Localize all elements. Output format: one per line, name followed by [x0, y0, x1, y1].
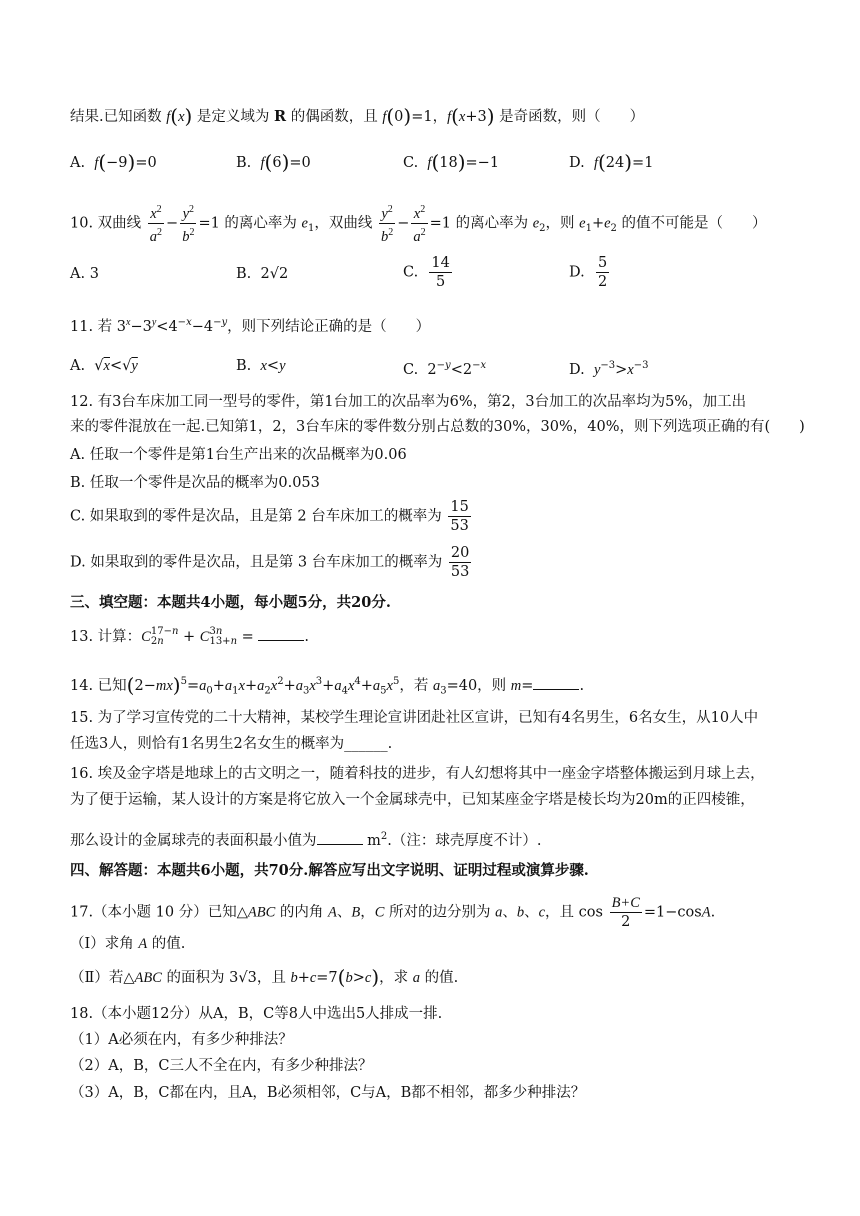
question-15-line-1: 15. 为了学习宣传党的二十大精神，某校学生理论宣讲团赴社区宣讲，已知有4名男生，6名女生，从10人中	[70, 710, 759, 726]
q11-option-a: A. √x<√y	[70, 358, 138, 374]
q12-option-d: D. 如果取到的零件是次品，且是第 3 台车床加工的概率为 $\frac{20}{53}$	[70, 545, 470, 580]
question-17-stem: 17.（本小题 10 分）已知△ABC 的内角 A、B，C 所对的边分别为 a、b、c，且 cos $\frac{B+C}{2}$ =1−cosA.	[70, 895, 716, 930]
q11-option-d: D. $y^{-3}>x^{-3}$	[569, 360, 649, 378]
question-18-part-3: （3）A，B，C都在内，且A，B必须相邻，C与A，B都不相邻，都多少种排法？	[70, 1085, 586, 1101]
q11-option-c: C. $2^{-y}<2^{-x}$	[403, 360, 487, 378]
q9-option-c: C. f(18)=−1	[403, 150, 500, 174]
question-17-part-1: （Ⅰ）求角 A 的值.	[70, 936, 186, 952]
question-16-line-1: 16. 埃及金字塔是地球上的古文明之一，随着科技的进步，有人幻想将其中一座金字塔整体搬运到月球上去，	[70, 766, 765, 782]
q10-option-a: A. 3	[70, 266, 99, 282]
q12-option-b: B. 任取一个零件是次品的概率为0.053	[70, 475, 320, 491]
q12-option-a: A. 任取一个零件是第1台生产出来的次品概率为0.06	[70, 447, 407, 463]
q10-option-d: D. $\frac{5}{2}$	[569, 255, 608, 290]
question-12-line-2: 来的零件混放在一起.已知第1，2，3台车床的零件数分别占总数的30%，30%，40%，则下列选项正确的有( )	[70, 419, 805, 435]
q12-option-c: C. 如果取到的零件是次品，且是第 2 台车床加工的概率为 $\frac{15}{53}$	[70, 499, 469, 534]
q9-option-b: B. f(6)=0	[236, 150, 311, 174]
q9-option-a: A. f(−9)=0	[70, 150, 157, 174]
question-18-stem: 18.（本小题12分）从A，B，C等8人中选出5人排成一排.	[70, 1006, 443, 1022]
question-14: 14. 已知$(2-mx)^5=a_0+a_1x+a_2x^2+a_3x^3+a_4x^4+a_5x^5$，若 $a_3=40$，则 m= .	[70, 672, 585, 697]
question-11-stem: 11. 若 $3^x-3^y<4^{-x}-4^{-y}$，则下列结论正确的是（ ）	[70, 317, 431, 335]
q9-option-d: D. f(24)=1	[569, 150, 654, 174]
question-16-line-2: 为了便于运输，某人设计的方案是将它放入一个金属球壳中，已知某座金字塔是棱长均为20m的正四棱锥，	[70, 792, 755, 808]
question-9-stem: 结果.已知函数 f(x) 是定义域为 R 的偶函数，且 f(0)=1，f(x+3) 是奇函数，则（ ）	[70, 104, 645, 128]
q10-option-b: B. 2√2	[236, 266, 289, 282]
question-10-stem: 10. 双曲线 $\frac{x^2}{a^2}$ − $\frac{y^2}{b^2}$ =1 的离心率为 $e_1$，双曲线 $\frac{y^2}{b^2}$ − $\frac{x^2}{a^2}$ =1 的离心率为 $e_2$，则 $e_1+e_2$ 的值不可能是（ ）	[70, 201, 767, 246]
section-3-heading: 三、填空题：本题共4小题，每小题5分，共20分.	[70, 594, 391, 611]
question-16-line-3: 那么设计的金属球壳的表面积最小值为 $m^2$.（注：球壳厚度不计）.	[70, 831, 542, 849]
q11-option-b: B. x<y	[236, 358, 286, 374]
q10-option-c: C. $\frac{14}{5}$	[403, 255, 450, 290]
section-4-heading: 四、解答题：本题共6小题，共70分.解答应写出文字说明、证明过程或演算步骤.	[70, 862, 589, 879]
question-18-part-1: （1）A必须在内，有多少种排法？	[70, 1032, 293, 1048]
question-18-part-2: （2）A，B，C三人不全在内，有多少种排法？	[70, 1058, 373, 1074]
question-13: 13. 计算：C 17−n 2n + C 3n 13+n = .	[70, 626, 309, 647]
question-15-line-2: 任选3人，则恰有1名男生2名女生的概率为______.	[70, 736, 393, 752]
question-17-part-2: （Ⅱ）若△ABC 的面积为 3√3，且 b+c=7(b>c)，求 a 的值.	[70, 965, 459, 989]
question-12-line-1: 12. 有3台车床加工同一型号的零件，第1台加工的次品率为6%，第2，3台加工的次品率均为5%，加工出	[70, 394, 747, 410]
